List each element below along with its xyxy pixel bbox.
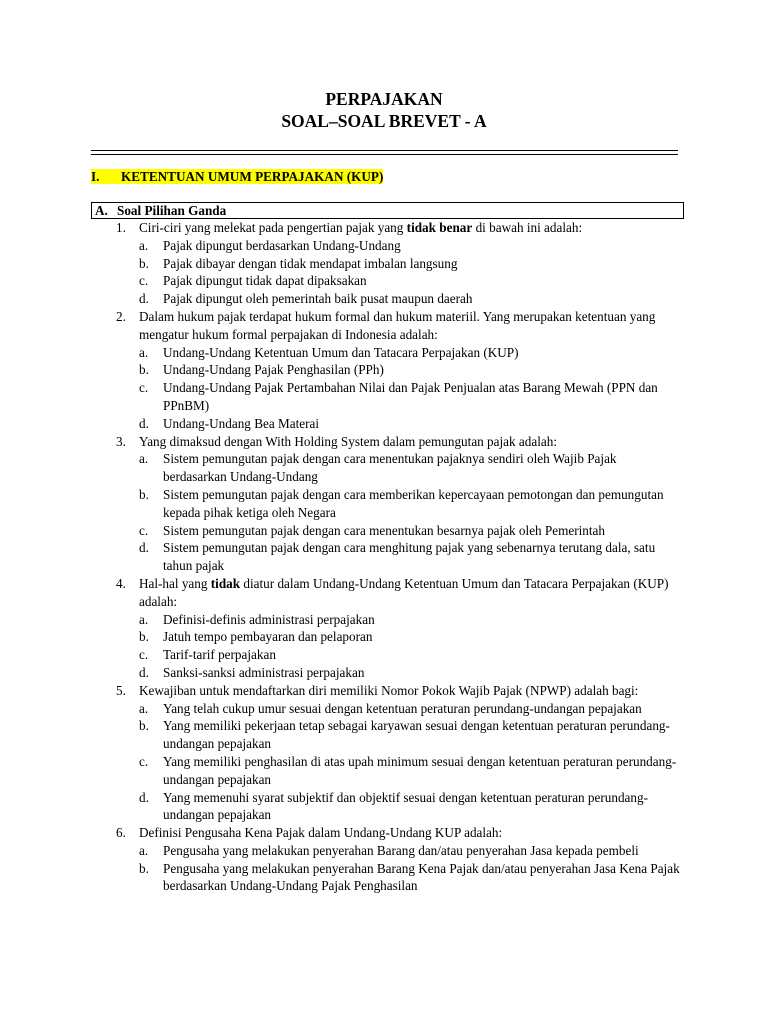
document-title <box>0 88 768 132</box>
answer-option <box>0 842 683 860</box>
answer-option <box>0 415 683 433</box>
option-text: Sistem pemungutan pajak dengan cara menentukan pajaknya sendiri oleh Wajib Pajak berdasarkan Undang-Undang <box>163 451 617 485</box>
option-letter: a. <box>139 842 149 858</box>
title-line-2: SOAL–SOAL BREVET - A <box>281 111 487 131</box>
option-text: Sistem pemungutan pajak dengan cara menghitung pajak yang sebenarnya terutang dala, satu tahun pajak <box>163 540 656 574</box>
answer-option <box>0 344 683 362</box>
question-text: Yang dimaksud dengan With Holding System dalam pemungutan pajak adalah: <box>139 433 557 449</box>
option-letter: b. <box>139 486 149 502</box>
option-letter: b. <box>139 718 149 734</box>
question-number: 2. <box>116 308 126 324</box>
option-text: Jatuh tempo pembayaran dan pelaporan <box>163 629 373 645</box>
answer-option <box>0 361 683 379</box>
option-letter: a. <box>139 611 149 627</box>
section-highlight <box>91 169 383 184</box>
answer-option <box>0 628 683 646</box>
question-item <box>0 308 679 344</box>
option-text: Undang-Undang Pajak Penghasilan (PPh) <box>163 362 384 378</box>
answer-option <box>0 664 683 682</box>
subsection-title: Soal Pilihan Ganda <box>117 203 227 218</box>
divider-top <box>91 150 678 151</box>
option-letter: d. <box>139 789 149 805</box>
option-letter: c. <box>139 273 149 289</box>
option-letter: b. <box>139 255 149 271</box>
option-letter: d. <box>139 291 149 307</box>
option-text: Yang memenuhi syarat subjektif dan objektif sesuai dengan ketentuan peraturan perundang-undangan pepajakan <box>163 789 648 823</box>
question-emphasis: tidak <box>210 575 241 591</box>
subsection-box <box>91 202 684 219</box>
question-item <box>0 824 679 842</box>
option-letter: a. <box>139 344 149 360</box>
option-letter: d. <box>139 415 149 431</box>
option-letter: d. <box>139 664 149 680</box>
answer-option <box>0 379 683 415</box>
question-number: 1. <box>116 220 126 235</box>
question-number: 3. <box>116 433 126 449</box>
question-number: 5. <box>116 682 126 698</box>
question-text-tail: diatur dalam Undang-Undang Ketentuan Umum dan Tatacara Perpajakan (KUP) adalah: <box>139 575 669 609</box>
answer-option <box>0 272 683 290</box>
answer-option <box>0 700 683 718</box>
question-number: 6. <box>116 825 126 841</box>
question-emphasis: tidak benar <box>406 220 473 235</box>
option-text: Sistem pemungutan pajak dengan cara memberikan kepercayaan pemotongan dan pemungutan kepada pihak ketiga oleh Negara <box>163 486 664 520</box>
answer-option <box>0 539 683 575</box>
question-item <box>0 219 679 237</box>
option-text: Sistem pemungutan pajak dengan cara menentukan besarnya pajak oleh Pemerintah <box>163 522 605 538</box>
option-letter: c. <box>139 647 149 663</box>
answer-option <box>0 753 683 789</box>
option-text: Sanksi-sanksi administrasi perpajakan <box>163 664 365 680</box>
question-text: Hal-hal yang <box>139 575 211 591</box>
option-letter: b. <box>139 629 149 645</box>
answer-option <box>0 717 683 753</box>
option-letter: c. <box>139 753 149 769</box>
divider-bottom <box>91 154 678 155</box>
option-text: Undang-Undang Ketentuan Umum dan Tatacara Perpajakan (KUP) <box>163 344 519 360</box>
question-text: Kewajiban untuk mendaftarkan diri memiliki Nomor Pokok Wajib Pajak (NPWP) adalah bagi: <box>139 682 639 698</box>
option-letter: b. <box>139 362 149 378</box>
answer-option <box>0 237 683 255</box>
answer-option <box>0 646 683 664</box>
option-text: Pengusaha yang melakukan penyerahan Barang dan/atau penyerahan Jasa kepada pembeli <box>163 842 639 858</box>
answer-option <box>0 486 683 522</box>
question-text: Dalam hukum pajak terdapat hukum formal dan hukum materiil. Yang merupakan ketentuan yang mengatur hukum formal perpajakan di Indonesia adalah: <box>139 308 656 342</box>
option-text: Undang-Undang Bea Materai <box>163 415 319 431</box>
option-text: Yang telah cukup umur sesuai dengan ketentuan peraturan perundang-undangan pepajakan <box>163 700 642 716</box>
option-letter: a. <box>139 700 149 716</box>
answer-option <box>0 611 683 629</box>
answer-option <box>0 789 683 825</box>
section-number: I. <box>91 169 100 184</box>
question-item <box>0 575 679 611</box>
section-title: KETENTUAN UMUM PERPAJAKAN (KUP) <box>121 169 384 184</box>
question-number: 4. <box>116 575 126 591</box>
option-letter: c. <box>139 380 149 396</box>
question-text: Definisi Pengusaha Kena Pajak dalam Undang-Undang KUP adalah: <box>139 825 503 841</box>
answer-option <box>0 255 683 273</box>
title-line-1: PERPAJAKAN <box>325 89 443 109</box>
option-text: Pajak dipungut oleh pemerintah baik pusat maupun daerah <box>163 291 473 307</box>
question-item <box>0 433 679 451</box>
answer-option <box>0 522 683 540</box>
answer-option <box>0 450 683 486</box>
option-text: Pengusaha yang melakukan penyerahan Barang Kena Pajak dan/atau penyerahan Jasa Kena Pajak berdasarkan Undang-Undang Pajak Penghasilan <box>163 860 680 894</box>
question-item <box>0 682 679 700</box>
question-list <box>0 219 768 895</box>
option-text: Pajak dipungut tidak dapat dipaksakan <box>163 273 367 289</box>
option-letter: c. <box>139 522 149 538</box>
question-text-tail: di bawah ini adalah: <box>472 220 583 235</box>
option-text: Tarif-tarif perpajakan <box>163 647 276 663</box>
answer-option <box>0 860 683 896</box>
option-text: Yang memiliki pekerjaan tetap sebagai karyawan sesuai dengan ketentuan peraturan perundang-undangan pepajakan <box>163 718 670 752</box>
question-text: Ciri-ciri yang melekat pada pengertian pajak yang <box>139 220 407 235</box>
option-text: Yang memiliki penghasilan di atas upah minimum sesuai dengan ketentuan peraturan perundang-undangan pepajakan <box>163 753 677 787</box>
option-text: Definisi-definis administrasi perpajakan <box>163 611 375 627</box>
option-letter: a. <box>139 451 149 467</box>
option-text: Undang-Undang Pajak Pertambahan Nilai dan Pajak Penjualan atas Barang Mewah (PPN dan PPnBM) <box>163 380 658 413</box>
option-letter: b. <box>139 860 149 876</box>
answer-option <box>0 290 683 308</box>
subsection-letter: A. <box>95 203 108 218</box>
option-letter: a. <box>139 237 149 253</box>
option-text: Pajak dipungut berdasarkan Undang-Undang <box>163 237 401 253</box>
option-text: Pajak dibayar dengan tidak mendapat imbalan langsung <box>163 255 458 271</box>
option-letter: d. <box>139 540 149 556</box>
section-heading <box>91 168 383 186</box>
